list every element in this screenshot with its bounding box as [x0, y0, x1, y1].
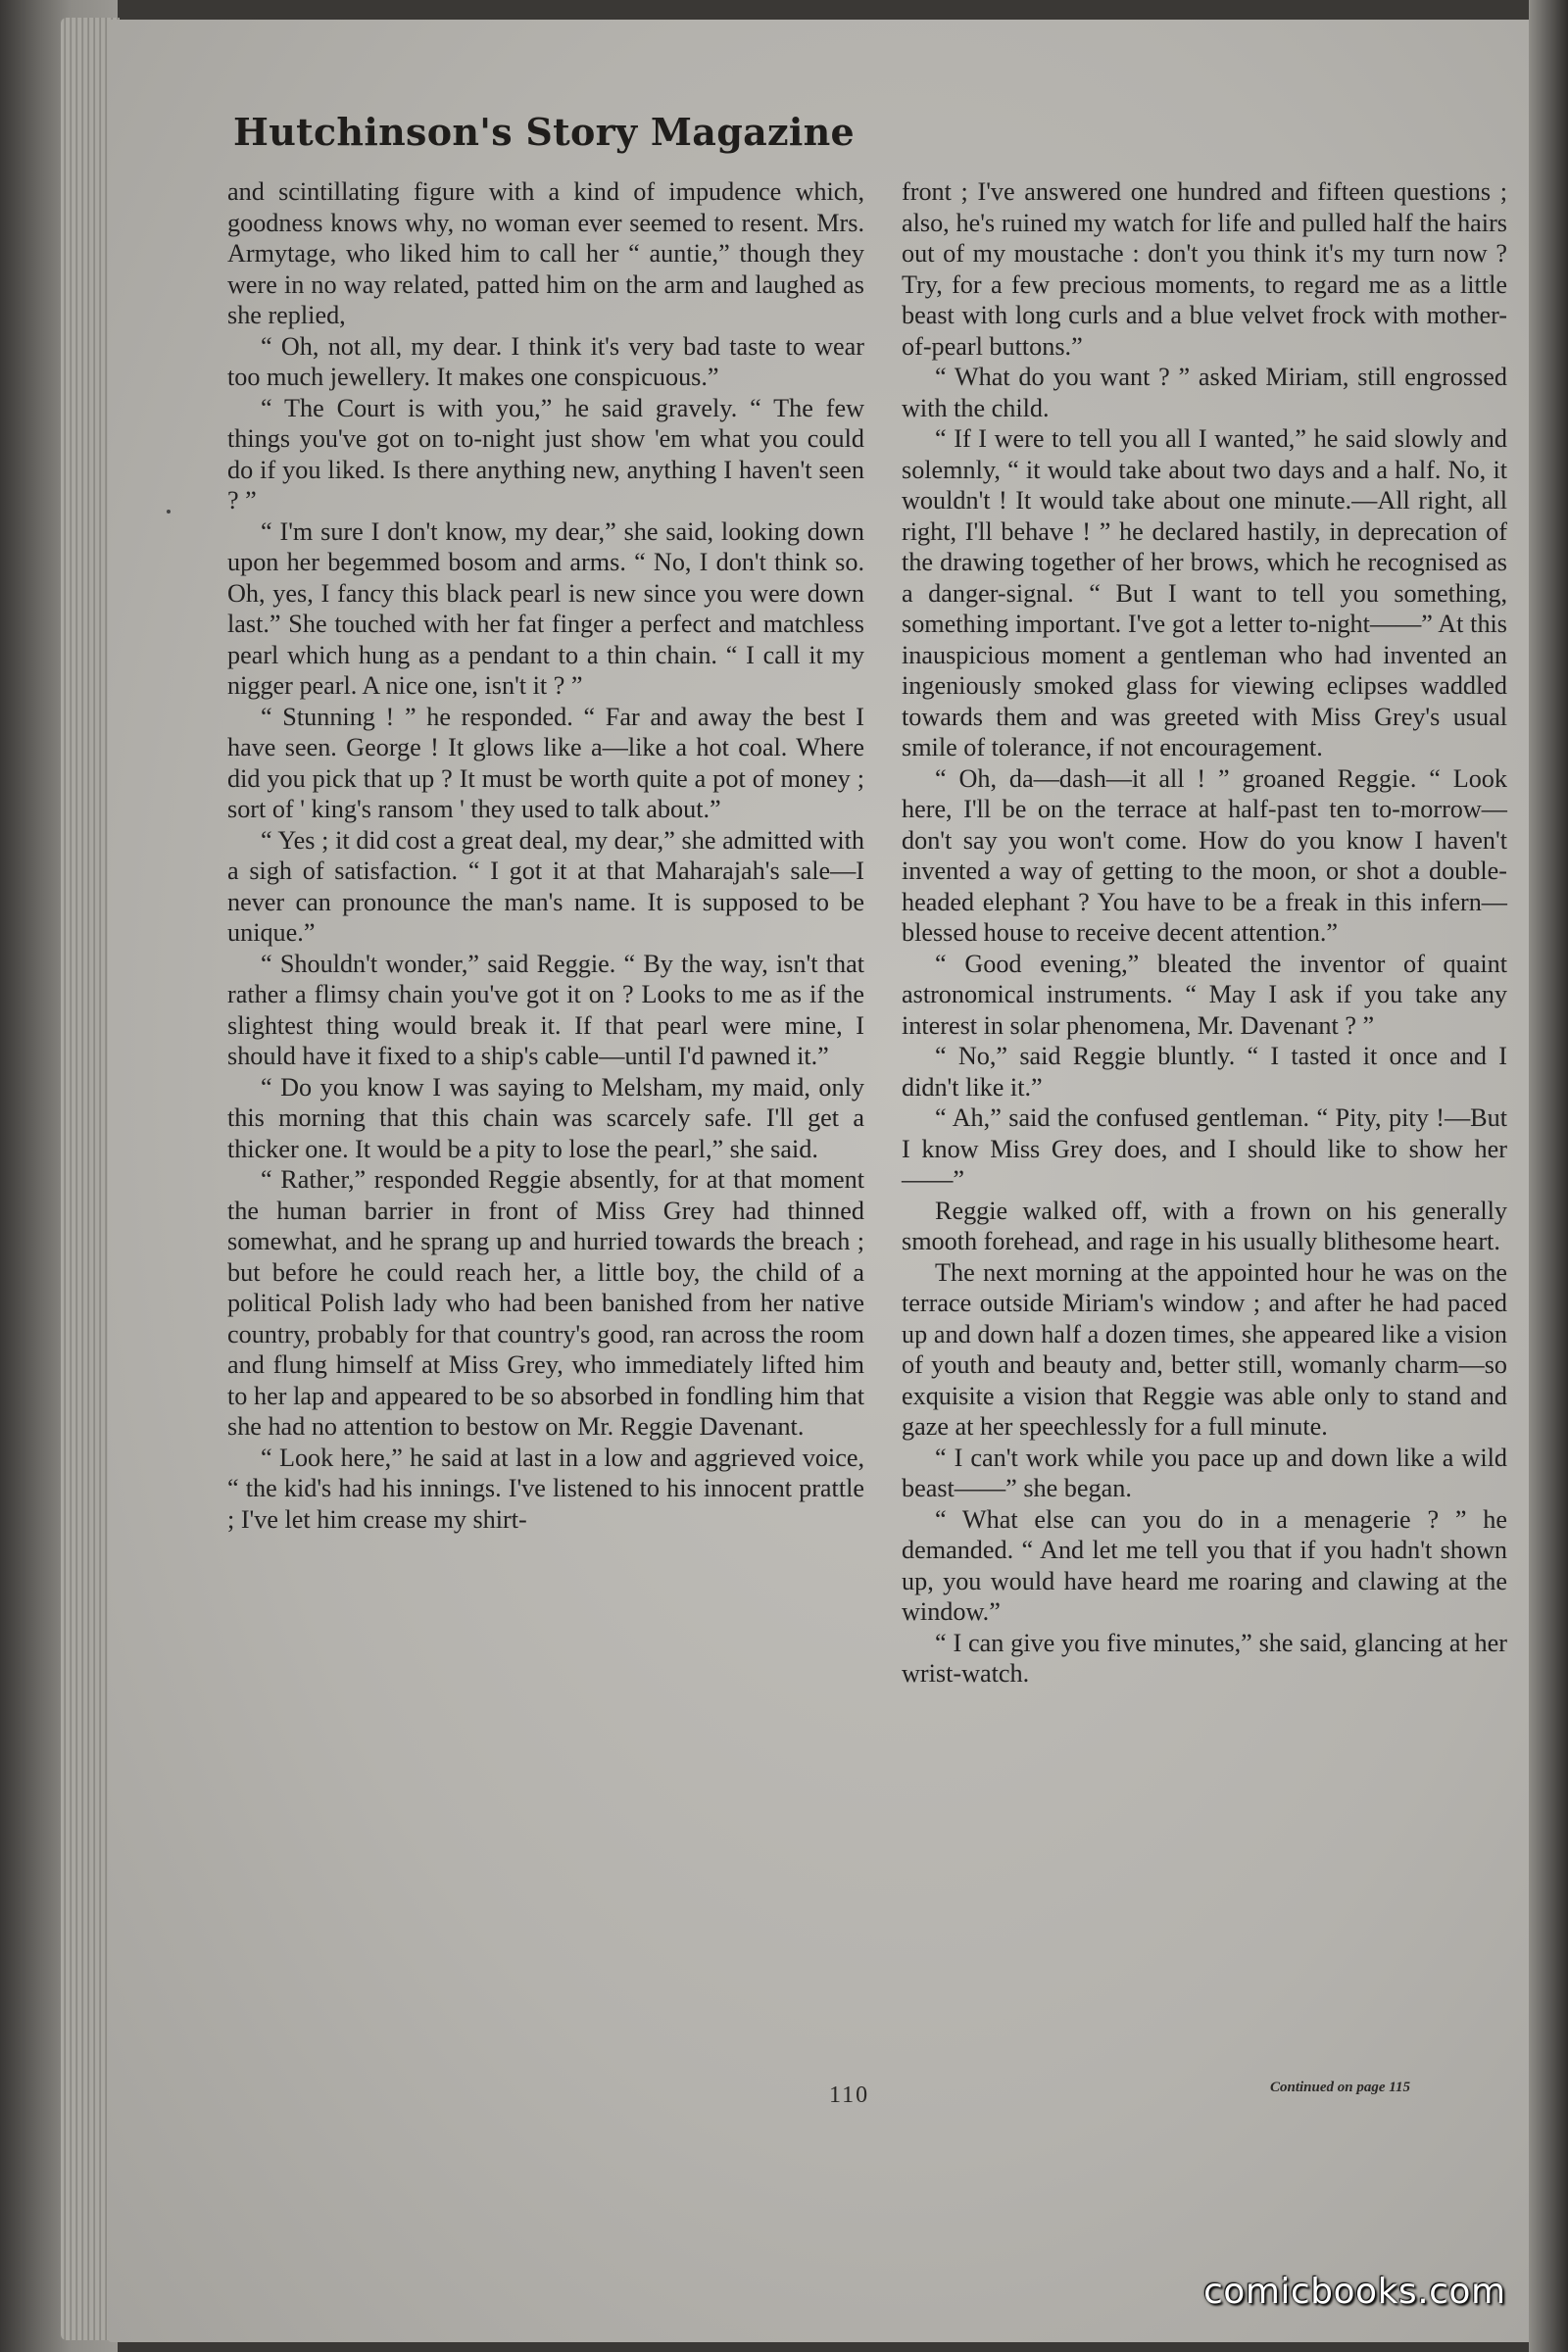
paragraph: “ What do you want ? ” asked Miriam, still engrossed with the child. [902, 363, 1507, 422]
paragraph: “ What else can you do in a menagerie ? ” he demanded. “ And let me tell you that if you hadn't shown up, you would have heard me roaring and clawing at the window.” [902, 1504, 1507, 1626]
paragraph: “ I can give you five minutes,” she said, glancing at her wrist-watch. [902, 1628, 1507, 1688]
paragraph: “ Stunning ! ” he responded. “ Far and away the best I have seen. George ! It glows like a—like a hot coal. Where did you pick that up ? It must be worth quite a pot of money ; sort of ' king's ransom ' they used to talk about.” [227, 702, 864, 823]
page-number: 110 [829, 2082, 870, 2108]
paragraph: “ The Court is with you,” he said gravely. “ The few things you've got on to-night just show 'em what you could do if you liked. Is there anything new, anything I haven't seen ? ” [227, 393, 864, 514]
paragraph: “ Look here,” he said at last in a low and aggrieved voice, “ the kid's had his innings. I've listened to his innocent prattle ; I've let him crease my shirt- [227, 1443, 864, 1534]
paragraph: front ; I've answered one hundred and fifteen questions ; also, he's ruined my watch for life and pulled half the hairs out of my moustache : don't you think it's my turn now ? Try, for a few precious moments, to regard me as a little beast with long curls and a blue velvet frock with mother-of-pearl buttons.” [902, 177, 1507, 361]
paragraph: “ If I were to tell you all I wanted,” he said slowly and solemnly, “ it would take about two days and a half. No, it wouldn't ! It would take about one minute.—All right, all right, I'll behave ! ” he declared hastily, in deprecation of the drawing together of her brows, which he recognised as a danger-signal. “ But I want to tell you something, something important. I've got a letter to-night——” At this inauspicious moment a gentleman who had invented an ingeniously smoked glass for viewing eclipses waddled towards them and was greeted with Miss Grey's usual smile of tolerance, if not encouragement. [902, 424, 1507, 761]
paragraph: “ I'm sure I don't know, my dear,” she said, looking down upon her begemmed bosom and arms. “ No, I don't think so. Oh, yes, I fancy this black pearl is new since you were down last.” She touched with her fat finger a perfect and matchless pearl which hung as a pendant to a thin chain. “ I call it my nigger pearl. A nice one, isn't it ? ” [227, 516, 864, 700]
right-text-column [902, 176, 1507, 1690]
paragraph: “ Good evening,” bleated the inventor of quaint astronomical instruments. “ May I ask if you take any interest in solar phenomena, Mr. Davenant ? ” [902, 949, 1507, 1040]
right-page-edge [1529, 0, 1568, 2352]
paragraph: “ Shouldn't wonder,” said Reggie. “ By the way, isn't that rather a flimsy chain you've got it on ? Looks to me as if the slightest thing would break it. If that pearl were mine, I should have it fixed to a ship's cable—until I'd pawned it.” [227, 949, 864, 1070]
paragraph: Reggie walked off, with a frown on his generally smooth forehead, and rage in his usually blithesome heart. [902, 1196, 1507, 1255]
paragraph: “ Oh, da—dash—it all ! ” groaned Reggie. “ Look here, I'll be on the terrace at half-past ten to-morrow—don't say you won't come. How do you know I haven't invented a way of getting to the moon, or shot a double-headed elephant ? You have to be a freak in this infern—blessed house to receive decent attention.” [902, 763, 1507, 947]
paragraph: “ Oh, not all, my dear. I think it's very bad taste to wear too much jewellery. It makes one conspicuous.” [227, 331, 864, 391]
paragraph: “ Ah,” said the confused gentleman. “ Pity, pity !—But I know Miss Grey does, and I should like to show her——” [902, 1103, 1507, 1194]
paragraph: “ I can't work while you pace up and down like a wild beast——” she began. [902, 1443, 1507, 1502]
running-head: Hutchinson's Story Magazine [233, 110, 856, 154]
paragraph: and scintillating figure with a kind of impudence which, goodness knows why, no woman ever seemed to resent. Mrs. Armytage, who liked him to call her “ auntie,” though they were in no way related, patted him on the arm and laughed as she replied, [227, 177, 864, 329]
watermark-logo: comicbooks.com [1203, 2272, 1506, 2312]
paragraph: “ Do you know I was saying to Melsham, my maid, only this morning that this chain was scarcely safe. I'll get a thicker one. It would be a pity to lose the pearl,” she said. [227, 1072, 864, 1163]
paper-blemish [167, 510, 171, 514]
paragraph: The next morning at the appointed hour he was on the terrace outside Miriam's window ; and after he had paced up and down half a dozen times, she appeared like a vision of youth and beauty and, better still, womanly charm—so exquisite a vision that Reggie was able only to stand and gaze at her speechlessly for a full minute. [902, 1257, 1507, 1441]
left-text-column [227, 176, 864, 1535]
continued-note: Continued on page 115 [1270, 2080, 1410, 2095]
paragraph: “ No,” said Reggie bluntly. “ I tasted it once and I didn't like it.” [902, 1042, 1507, 1102]
paragraph: “ Rather,” responded Reggie absently, for at that moment the human barrier in front of Miss Grey had thinned somewhat, and he sprang up and hurried towards the breach ; but before he could reach her, a little boy, the child of a political Polish lady who had been banished from her native country, probably for that country's good, ran across the room and flung himself at Miss Grey, who immediately lifted him to her lap and appeared to be so absorbed in fondling him that she had no attention to bestow on Mr. Reggie Davenant. [227, 1165, 864, 1441]
paragraph: “ Yes ; it did cost a great deal, my dear,” she admitted with a sigh of satisfaction. “ I got it at that Maharajah's sale—I never can pronounce the man's name. It is supposed to be unique.” [227, 825, 864, 947]
